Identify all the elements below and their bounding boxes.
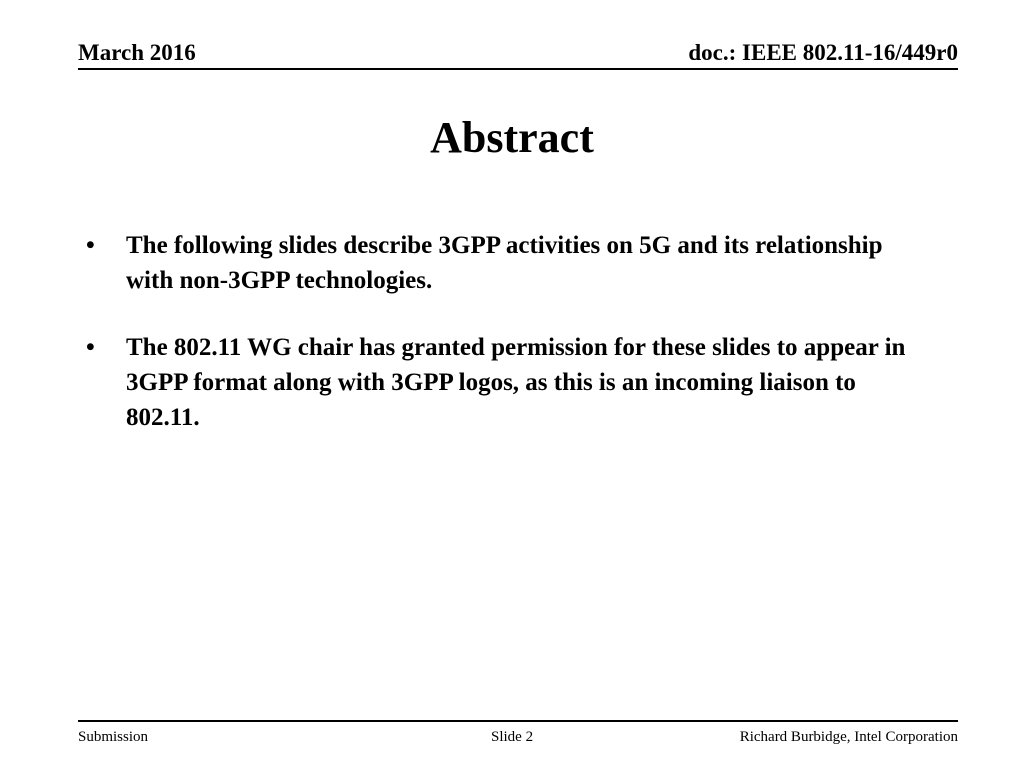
header-doc-id: doc.: IEEE 802.11-16/449r0	[688, 40, 958, 65]
slide-footer	[78, 720, 958, 748]
bullet-item	[86, 228, 926, 298]
footer-author: Richard Burbidge, Intel Corporation	[739, 729, 958, 745]
bullet-list	[86, 228, 926, 467]
footer-slide-number: Slide 2	[491, 729, 534, 745]
bullet-marker: •	[86, 334, 95, 361]
bullet-item	[86, 330, 926, 435]
slide-title: Abstract	[430, 113, 594, 162]
bullet-text: The following slides describe 3GPP activities on 5G and its relationship with non-3GPP technologies.	[126, 232, 883, 294]
header-date: March 2016	[78, 40, 196, 65]
slide-header	[78, 40, 958, 70]
bullet-marker: •	[86, 232, 95, 259]
footer-submission: Submission	[78, 729, 149, 745]
bullet-text: The 802.11 WG chair has granted permission for these slides to appear in 3GPP format along with 3GPP logos, as this is an incoming liaison to 802.11.	[126, 334, 906, 431]
